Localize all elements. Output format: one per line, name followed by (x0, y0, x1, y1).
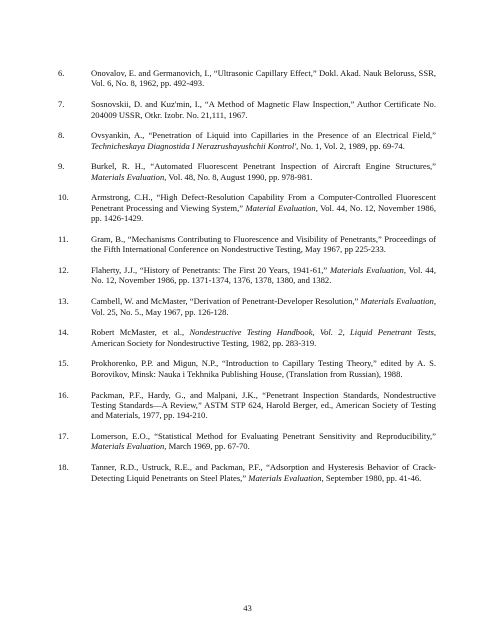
reference-text-part: , Vol. 25, No. 5., May 1967, pp. 126-128. (91, 296, 436, 317)
reference-item (58, 431, 436, 452)
reference-text (91, 358, 436, 379)
reference-number: 10. (58, 192, 69, 203)
reference-text-part: Cambell, W. and McMaster, “Derivation of Penetrant-Developer Resolution,” (91, 296, 361, 307)
reference-item (58, 68, 436, 89)
reference-text (91, 431, 436, 452)
reference-italic-title: Materials Evaluation (91, 171, 165, 182)
reference-italic-title: Technicheskaya Diagnostida I Nerazrushayushchii Kontrol' (91, 140, 297, 151)
reference-item (58, 130, 436, 151)
reference-number: 7. (58, 99, 65, 110)
reference-number: 6. (58, 68, 65, 78)
reference-number: 17. (58, 431, 69, 442)
reference-text (91, 161, 436, 182)
reference-text-part: , American Society for Nondestructive Testing, 1982, pp. 283-319. (91, 327, 437, 348)
reference-italic-title: Materials Evaluation (329, 265, 404, 276)
reference-number: 14. (58, 327, 69, 338)
reference-text-part: Burkel, R. H., “Automated Fluorescent Penetrant Inspection of Aircraft Engine Structures,” (91, 161, 436, 172)
reference-text-part: Lomerson, E.O., “Statistical Method for Evaluating Penetrant Sensitivity and Reproducibility,” (91, 431, 436, 442)
reference-text-part: , Vol. 44, No. 12, November 1986, pp. 1371-1374, 1376, 1378, 1380, and 1382. (91, 265, 437, 286)
reference-item (58, 462, 436, 483)
reference-text (91, 234, 436, 255)
reference-list (58, 68, 436, 493)
reference-text-part: Onovalov, E. and Germanovich, I., “Ultrasonic Capillary Effect,” Dokl. Akad. Nauk Beloruss, SSR, Vol. 6, No. 8, 1962, pp. 492-493. (91, 68, 436, 89)
reference-item (58, 327, 436, 348)
page-number: 43 (243, 603, 252, 613)
reference-item (58, 390, 436, 421)
reference-number: 8. (58, 130, 65, 141)
reference-text-part: Prokhorenko, P.P. and Migun, N.P., “Introduction to Capillary Testing Theory,” edited by A. S. Borovikov, Minsk: Nauka i Tekhnika Publishing House, (Translation from Russian), 1988. (91, 358, 436, 379)
reference-text-part: Armstrong, C.H., “High Defect-Resolution Capability From a Computer-Controlled Fluorescent Penetrant Processing and Viewing System,” (91, 192, 436, 213)
reference-item (58, 192, 436, 223)
reference-text-part: Sosnovskii, D. and Kuz'min, I., “A Method of Magnetic Flaw Inspection,” Author Certificate No. 204009 USSR, Otkr. Izobr. No. 21,111, 1967. (91, 99, 436, 120)
reference-text-part: Robert McMaster, et al., (91, 327, 190, 338)
reference-text-part: , Vol. 48, No. 8, August 1990, pp. 978-981. (164, 171, 313, 182)
reference-text (91, 130, 436, 151)
reference-item (58, 265, 436, 286)
reference-text (91, 68, 436, 89)
reference-italic-title: Materials Evaluation (360, 296, 434, 307)
reference-text-part: Tanner, R.D., Ustruck, R.E., and Packman, P.F., “Adsorption and Hysteresis Behavior of Crack-Detecting Liquid Penetrants on Steel Plates,” (91, 462, 436, 483)
reference-text (91, 265, 436, 286)
reference-number: 11. (58, 233, 69, 244)
reference-text (91, 192, 436, 223)
reference-text (91, 462, 436, 483)
reference-text (91, 99, 436, 120)
reference-item (58, 296, 436, 317)
reference-item (58, 161, 436, 182)
reference-text-part: , No. 1, Vol. 2, 1989, pp. 69-74. (296, 140, 405, 151)
reference-number: 12. (58, 265, 69, 276)
reference-italic-title: Material Evaluation (245, 202, 316, 213)
reference-text-part: , September 1980, pp. 41-46. (321, 472, 422, 483)
reference-number: 13. (58, 296, 69, 307)
reference-text (91, 327, 436, 348)
reference-text-part: Packman, P.F., Hardy, G., and Malpani, J.K., “Penetrant Inspection Standards, Nondestructive Testing Standards—A Review,” ASTM STP 624, Harold Berger, ed., American Society of Testing and Materials, 1977, pp. 194-210. (91, 389, 436, 421)
reference-text-part: , March 1969, pp. 67-70. (164, 441, 250, 452)
reference-text-part: Flaherty, J.J., “History of Penetrants: The First 20 Years, 1941-61,” (91, 265, 330, 276)
reference-number: 16. (58, 389, 69, 400)
reference-item (58, 234, 436, 255)
reference-number: 18. (58, 462, 69, 473)
reference-text-part: Gram, B., “Mechanisms Contributing to Fluorescence and Visibility of Penetrants,” Proceedings of the Fifth International Conference on Nondestructive Testing, May 1967, pp 225-233. (91, 233, 436, 255)
reference-italic-title: Nondestructive Testing Handbook, Vol. 2, Liquid Penetrant Tests (189, 327, 434, 338)
reference-italic-title: Materials Evaluation (248, 472, 322, 483)
reference-number: 9. (58, 161, 65, 172)
reference-text (91, 390, 436, 421)
reference-text-part: Ovsyankin, A., “Penetration of Liquid into Capillaries in the Presence of an Electrical Field,” (91, 130, 436, 141)
reference-text (91, 296, 436, 317)
reference-item (58, 358, 436, 379)
reference-italic-title: Materials Evaluation (91, 441, 165, 452)
reference-item (58, 99, 436, 120)
reference-number: 15. (58, 358, 69, 369)
reference-text-part: , Vol. 44, No. 12, November 1986, pp. 1426-1429. (91, 202, 437, 224)
